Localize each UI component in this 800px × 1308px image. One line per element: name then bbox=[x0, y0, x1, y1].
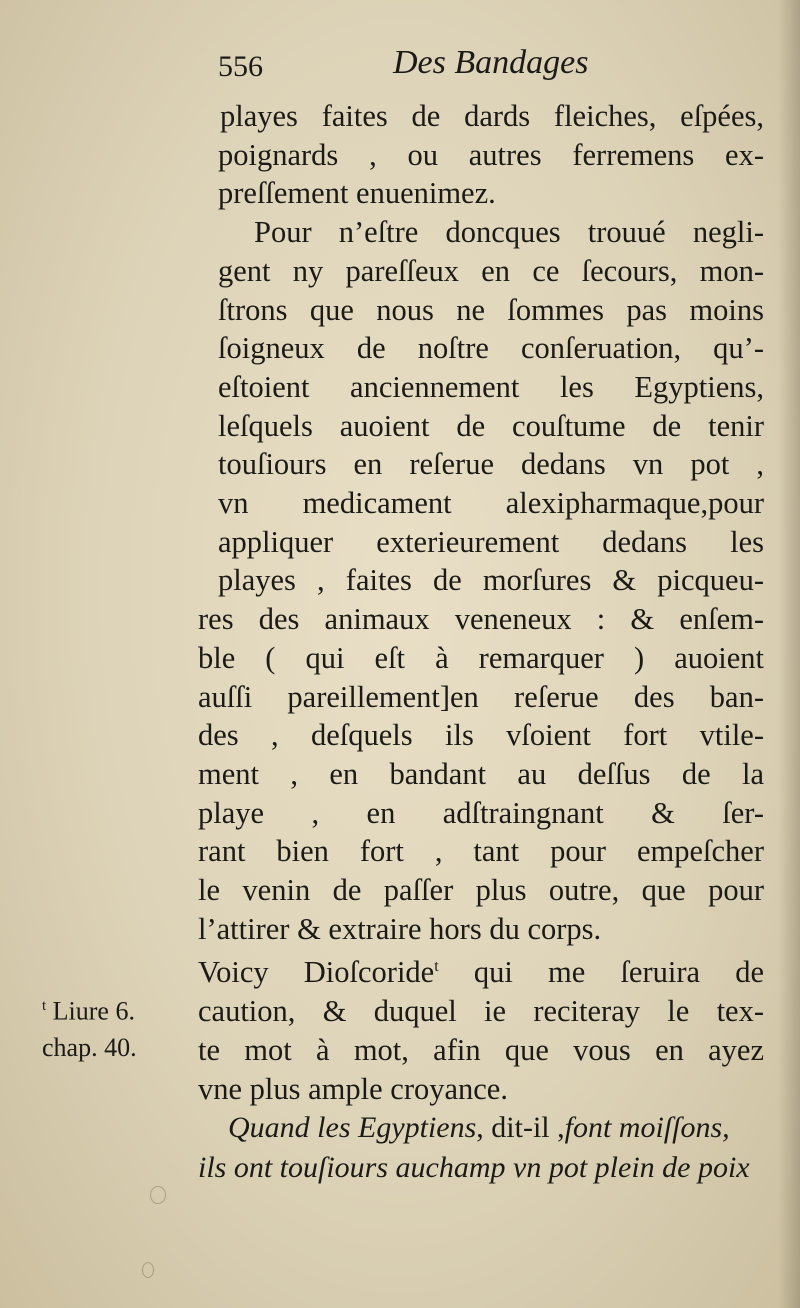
text-line: auſſi pareillement]en reſerue des ban- bbox=[198, 679, 764, 714]
body-text bbox=[198, 97, 764, 1108]
margin-note-line-1 bbox=[42, 988, 137, 1030]
text-line: ment , en bandant au deſſus de la bbox=[198, 756, 764, 791]
text-line: res des animaux veneneux : & enſem- bbox=[198, 602, 764, 637]
text-line: te mot à mot, afin que vous en ayez bbox=[198, 1033, 764, 1068]
text-line: appliquer exterieurement dedans les bbox=[218, 524, 764, 559]
text-line: ble ( qui eſt à remarquer ) auoient bbox=[198, 640, 764, 675]
page-number: 556 bbox=[218, 50, 263, 83]
text-line: preſſement enuenimez. bbox=[218, 176, 496, 211]
paper-stain bbox=[142, 1262, 154, 1278]
quote-line bbox=[198, 1108, 764, 1148]
text-line: vn medicament alexipharmaque,pour bbox=[218, 486, 764, 521]
margin-note-text: Liure 6. bbox=[52, 996, 135, 1026]
text-line: l’attirer & extraire hors du corps. bbox=[198, 911, 602, 946]
margin-note-mark: t bbox=[42, 998, 47, 1014]
text-line-with-footnote bbox=[198, 948, 764, 992]
paper-stain bbox=[150, 1186, 166, 1204]
text-line: gent ny pareſſeux en ce ſecours, mon- bbox=[218, 253, 764, 288]
text-line: playe , en adſtraingnant & ſer- bbox=[198, 795, 764, 830]
text-line: Pour n’eſtre doncques trouué negli- bbox=[254, 215, 764, 250]
text-line: caution, & duquel ie reciteray le tex- bbox=[198, 994, 764, 1029]
text-line: ſtrons que nous ne ſommes pas moins bbox=[218, 292, 764, 327]
margin-note bbox=[42, 988, 137, 1066]
text-line: leſquels auoient de couſtume de tenir bbox=[218, 408, 764, 443]
text-line: le venin de paſſer plus outre, que pour bbox=[198, 873, 764, 908]
quote-italic: Quand les Egyptiens bbox=[228, 1111, 477, 1144]
text-line: poignards , ou autres ferremens ex- bbox=[218, 137, 764, 172]
running-head bbox=[218, 44, 688, 94]
quote-line: ils ont touſiours auchamp vn pot plein de poix bbox=[198, 1151, 750, 1184]
quote-block bbox=[198, 1108, 764, 1188]
quote-italic-end: font moiſſons, bbox=[564, 1111, 730, 1144]
text-line: playes faites de dards fleiches, eſpées, bbox=[220, 99, 764, 133]
text-line: playes , faites de morſures & picqueu- bbox=[218, 563, 764, 598]
running-title: Des Bandages bbox=[393, 44, 589, 81]
text-line: rant bien fort , tant pour empeſcher bbox=[198, 834, 764, 869]
text-line: Voicy Dioſcoride bbox=[198, 955, 435, 990]
text-line: vne plus ample croyance. bbox=[198, 1071, 508, 1106]
text-line: eſtoient anciennement les Egyptiens, bbox=[218, 369, 764, 404]
text-line: ſoigneux de noſtre conſeruation, qu’- bbox=[218, 331, 764, 366]
quote-plain: , dit-il , bbox=[476, 1111, 565, 1144]
text-line: touſiours en reſerue dedans vn pot , bbox=[218, 447, 764, 482]
text-line: des , deſquels ils vſoient fort vtile- bbox=[198, 718, 764, 753]
margin-note-line-2: chap. 40. bbox=[42, 1032, 137, 1062]
footnote-mark: t bbox=[434, 958, 439, 976]
text-line-tail: qui me ſeruira de bbox=[438, 955, 764, 990]
